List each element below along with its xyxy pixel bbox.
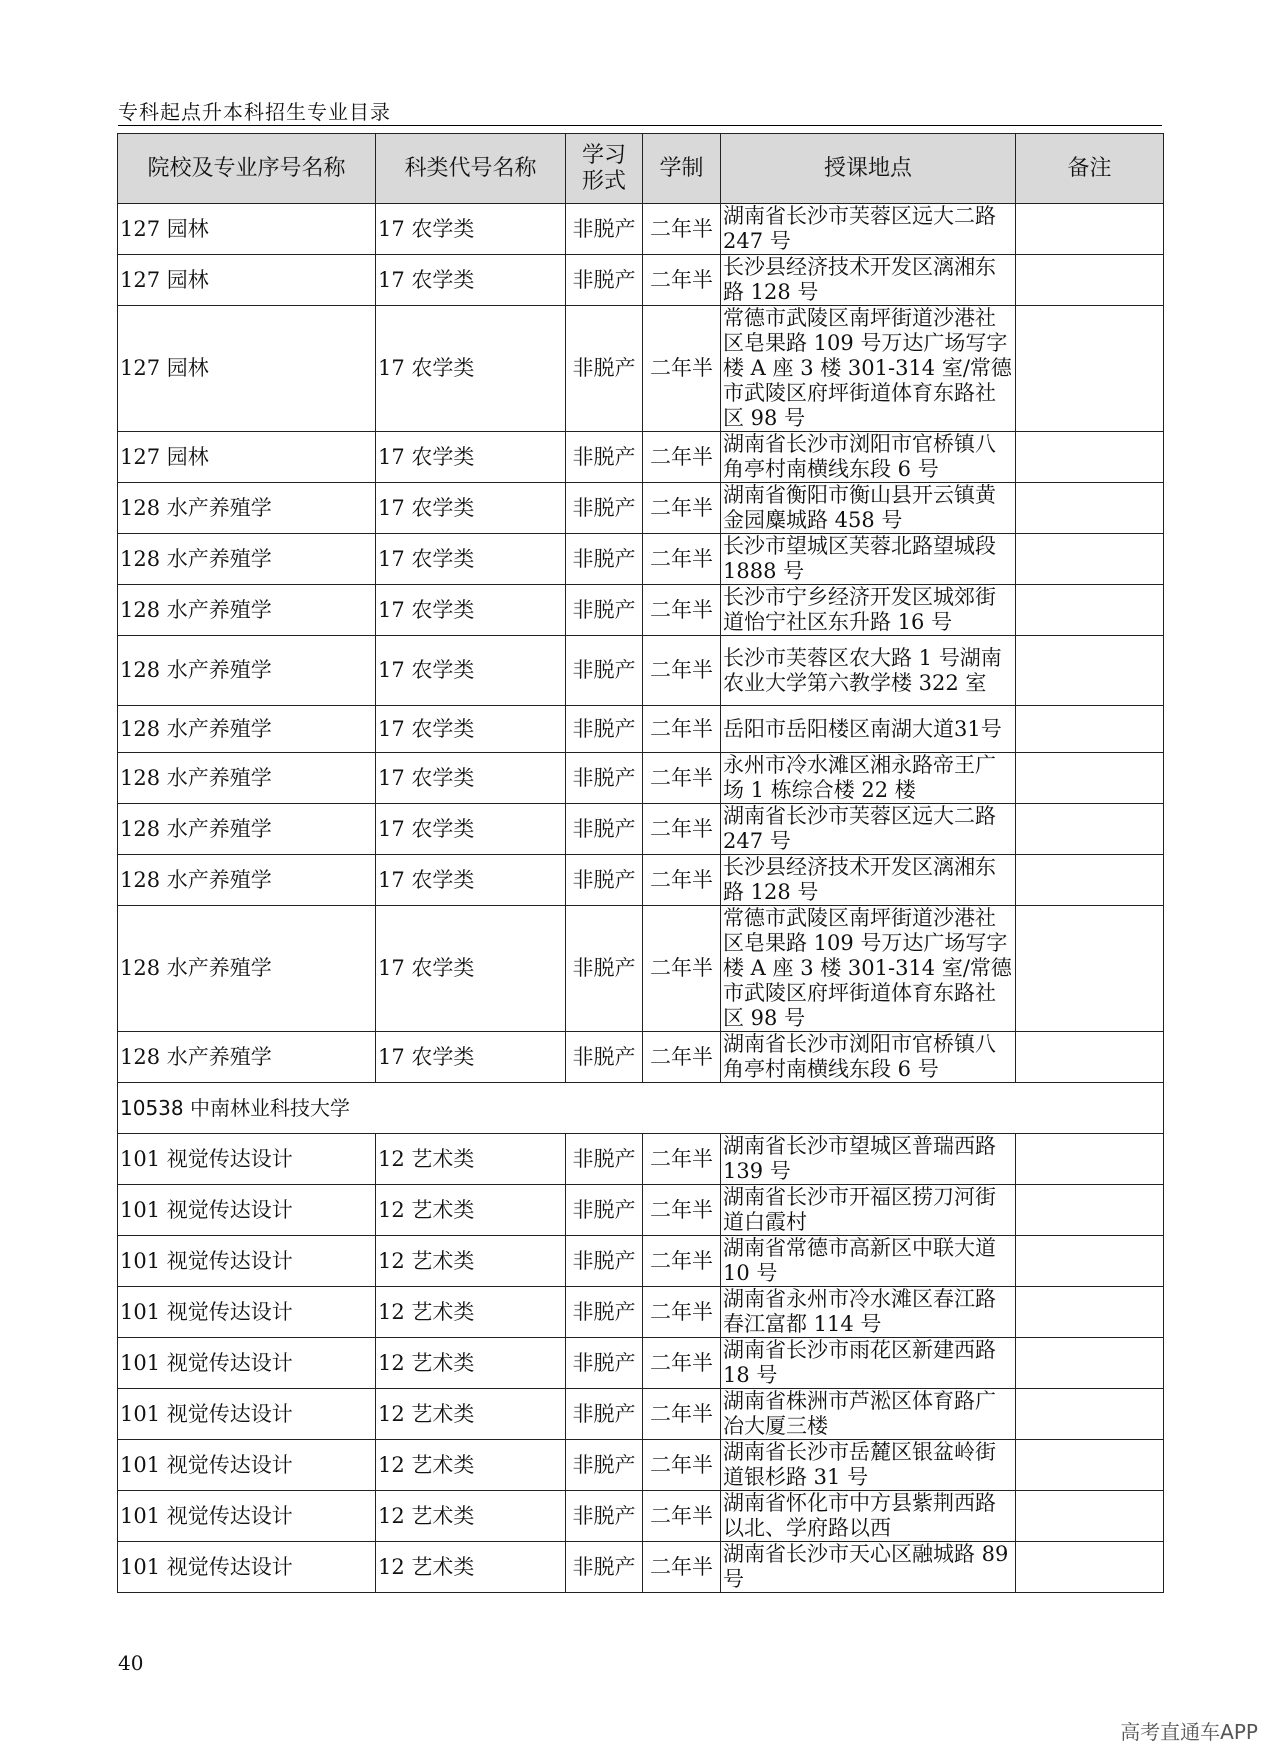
study-form-cell: 非脱产 — [566, 706, 643, 753]
location-cell: 湖南省长沙市开福区捞刀河街道白霞村 — [721, 1185, 1016, 1236]
remark-cell — [1016, 906, 1164, 1032]
major-cell: 127 园林 — [118, 204, 376, 255]
table-row — [118, 1491, 1164, 1542]
study-form-cell: 非脱产 — [566, 1440, 643, 1491]
study-form-cell: 非脱产 — [566, 432, 643, 483]
location-cell: 湖南省长沙市岳麓区银盆岭街道银杉路 31 号 — [721, 1440, 1016, 1491]
column-header-major: 院校及专业序号名称 — [118, 134, 376, 204]
category-cell: 17 农学类 — [376, 585, 566, 636]
remark-cell — [1016, 1440, 1164, 1491]
major-cell: 101 视觉传达设计 — [118, 1236, 376, 1287]
category-cell: 17 农学类 — [376, 204, 566, 255]
table-row — [118, 855, 1164, 906]
category-cell: 12 艺术类 — [376, 1542, 566, 1593]
remark-cell — [1016, 636, 1164, 706]
duration-cell: 二年半 — [643, 255, 721, 306]
duration-cell: 二年半 — [643, 906, 721, 1032]
major-cell: 127 园林 — [118, 432, 376, 483]
table-row — [118, 1338, 1164, 1389]
major-cell: 127 园林 — [118, 255, 376, 306]
column-header-location: 授课地点 — [721, 134, 1016, 204]
category-cell: 12 艺术类 — [376, 1236, 566, 1287]
header-divider — [118, 125, 1162, 126]
study-form-cell: 非脱产 — [566, 534, 643, 585]
major-cell: 101 视觉传达设计 — [118, 1287, 376, 1338]
remark-cell — [1016, 255, 1164, 306]
duration-cell: 二年半 — [643, 1491, 721, 1542]
duration-cell: 二年半 — [643, 306, 721, 432]
location-cell: 长沙县经济技术开发区漓湘东路 128 号 — [721, 855, 1016, 906]
duration-cell: 二年半 — [643, 483, 721, 534]
column-header-duration: 学制 — [643, 134, 721, 204]
duration-cell: 二年半 — [643, 204, 721, 255]
table-row — [118, 585, 1164, 636]
major-cell: 128 水产养殖学 — [118, 804, 376, 855]
table-row — [118, 636, 1164, 706]
remark-cell — [1016, 1236, 1164, 1287]
major-cell: 101 视觉传达设计 — [118, 1389, 376, 1440]
category-cell: 12 艺术类 — [376, 1491, 566, 1542]
remark-cell — [1016, 706, 1164, 753]
category-cell: 17 农学类 — [376, 804, 566, 855]
study-form-cell: 非脱产 — [566, 1542, 643, 1593]
location-cell: 常德市武陵区南坪街道沙港社区皂果路 109 号万达广场写字楼 A 座 3 楼 301-314 室/常德市武陵区府坪街道体育东路社区 98 号 — [721, 906, 1016, 1032]
category-cell: 17 农学类 — [376, 1032, 566, 1083]
location-cell: 长沙市望城区芙蓉北路望城段 1888 号 — [721, 534, 1016, 585]
major-cell: 128 水产养殖学 — [118, 534, 376, 585]
remark-cell — [1016, 855, 1164, 906]
major-cell: 101 视觉传达设计 — [118, 1491, 376, 1542]
table-body — [118, 204, 1164, 1593]
study-form-cell: 非脱产 — [566, 1389, 643, 1440]
study-form-cell: 非脱产 — [566, 906, 643, 1032]
category-cell: 17 农学类 — [376, 483, 566, 534]
duration-cell: 二年半 — [643, 1389, 721, 1440]
study-form-cell: 非脱产 — [566, 585, 643, 636]
remark-cell — [1016, 483, 1164, 534]
duration-cell: 二年半 — [643, 1542, 721, 1593]
major-cell: 101 视觉传达设计 — [118, 1185, 376, 1236]
category-cell: 12 艺术类 — [376, 1134, 566, 1185]
location-cell: 湖南省长沙市芙蓉区远大二路 247 号 — [721, 204, 1016, 255]
location-cell: 常德市武陵区南坪街道沙港社区皂果路 109 号万达广场写字楼 A 座 3 楼 301-314 室/常德市武陵区府坪街道体育东路社区 98 号 — [721, 306, 1016, 432]
major-cell: 128 水产养殖学 — [118, 855, 376, 906]
location-cell: 湖南省长沙市望城区普瑞西路 139 号 — [721, 1134, 1016, 1185]
remark-cell — [1016, 585, 1164, 636]
table-row — [118, 706, 1164, 753]
category-cell: 17 农学类 — [376, 906, 566, 1032]
remark-cell — [1016, 804, 1164, 855]
duration-cell: 二年半 — [643, 1287, 721, 1338]
duration-cell: 二年半 — [643, 1134, 721, 1185]
study-form-cell: 非脱产 — [566, 255, 643, 306]
location-cell: 湖南省衡阳市衡山县开云镇黄金园麋城路 458 号 — [721, 483, 1016, 534]
category-cell: 12 艺术类 — [376, 1389, 566, 1440]
remark-cell — [1016, 1389, 1164, 1440]
category-cell: 17 农学类 — [376, 753, 566, 804]
remark-cell — [1016, 1542, 1164, 1593]
duration-cell: 二年半 — [643, 432, 721, 483]
study-form-cell: 非脱产 — [566, 855, 643, 906]
major-catalog-table — [117, 133, 1164, 1593]
column-header-category: 科类代号名称 — [376, 134, 566, 204]
table-row — [118, 483, 1164, 534]
location-cell: 湖南省长沙市雨花区新建西路 18 号 — [721, 1338, 1016, 1389]
page-number: 40 — [118, 1651, 144, 1675]
watermark-text: 高考直通车APP — [1120, 1720, 1258, 1744]
duration-cell: 二年半 — [643, 1032, 721, 1083]
column-header-study-form: 学习形式 — [566, 134, 643, 204]
study-form-cell: 非脱产 — [566, 306, 643, 432]
table-row — [118, 1287, 1164, 1338]
major-cell: 128 水产养殖学 — [118, 906, 376, 1032]
major-cell: 101 视觉传达设计 — [118, 1134, 376, 1185]
major-cell: 128 水产养殖学 — [118, 636, 376, 706]
table-row — [118, 255, 1164, 306]
location-cell: 永州市冷水滩区湘永路帝王广场 1 栋综合楼 22 楼 — [721, 753, 1016, 804]
location-cell: 湖南省常德市高新区中联大道 10 号 — [721, 1236, 1016, 1287]
remark-cell — [1016, 753, 1164, 804]
remark-cell — [1016, 1185, 1164, 1236]
major-cell: 128 水产养殖学 — [118, 753, 376, 804]
remark-cell — [1016, 306, 1164, 432]
table-row — [118, 306, 1164, 432]
duration-cell: 二年半 — [643, 1236, 721, 1287]
table-row — [118, 1389, 1164, 1440]
table-row — [118, 432, 1164, 483]
location-cell: 湖南省永州市冷水滩区春江路春江富都 114 号 — [721, 1287, 1016, 1338]
major-cell: 127 园林 — [118, 306, 376, 432]
table-row — [118, 1236, 1164, 1287]
remark-cell — [1016, 1491, 1164, 1542]
school-section-row — [118, 1083, 1164, 1134]
remark-cell — [1016, 1032, 1164, 1083]
remark-cell — [1016, 432, 1164, 483]
duration-cell: 二年半 — [643, 636, 721, 706]
table-row — [118, 906, 1164, 1032]
study-form-cell: 非脱产 — [566, 204, 643, 255]
location-cell: 湖南省怀化市中方县紫荆西路以北、学府路以西 — [721, 1491, 1016, 1542]
category-cell: 12 艺术类 — [376, 1185, 566, 1236]
study-form-cell: 非脱产 — [566, 1338, 643, 1389]
category-cell: 17 农学类 — [376, 636, 566, 706]
location-cell: 长沙市芙蓉区农大路 1 号湖南农业大学第六教学楼 322 室 — [721, 636, 1016, 706]
duration-cell: 二年半 — [643, 855, 721, 906]
remark-cell — [1016, 1134, 1164, 1185]
table-header-row — [118, 134, 1164, 204]
major-cell: 128 水产养殖学 — [118, 585, 376, 636]
duration-cell: 二年半 — [643, 804, 721, 855]
table-row — [118, 204, 1164, 255]
duration-cell: 二年半 — [643, 706, 721, 753]
study-form-cell: 非脱产 — [566, 1134, 643, 1185]
table-row — [118, 753, 1164, 804]
location-cell: 湖南省长沙市天心区融城路 89 号 — [721, 1542, 1016, 1593]
major-cell: 101 视觉传达设计 — [118, 1440, 376, 1491]
table-row — [118, 1440, 1164, 1491]
category-cell: 17 农学类 — [376, 706, 566, 753]
location-cell: 湖南省长沙市浏阳市官桥镇八角亭村南横线东段 6 号 — [721, 1032, 1016, 1083]
table-row — [118, 534, 1164, 585]
study-form-cell: 非脱产 — [566, 1491, 643, 1542]
remark-cell — [1016, 1287, 1164, 1338]
study-form-cell: 非脱产 — [566, 483, 643, 534]
major-cell: 101 视觉传达设计 — [118, 1542, 376, 1593]
remark-cell — [1016, 204, 1164, 255]
category-cell: 12 艺术类 — [376, 1287, 566, 1338]
table-row — [118, 1134, 1164, 1185]
school-name: 10538 中南林业科技大学 — [118, 1083, 1164, 1134]
remark-cell — [1016, 534, 1164, 585]
study-form-cell: 非脱产 — [566, 804, 643, 855]
duration-cell: 二年半 — [643, 585, 721, 636]
study-form-cell: 非脱产 — [566, 1287, 643, 1338]
study-form-cell: 非脱产 — [566, 636, 643, 706]
remark-cell — [1016, 1338, 1164, 1389]
location-cell: 湖南省长沙市芙蓉区远大二路 247 号 — [721, 804, 1016, 855]
column-header-remark: 备注 — [1016, 134, 1164, 204]
location-cell: 湖南省长沙市浏阳市官桥镇八角亭村南横线东段 6 号 — [721, 432, 1016, 483]
duration-cell: 二年半 — [643, 1185, 721, 1236]
table-row — [118, 1032, 1164, 1083]
major-cell: 101 视觉传达设计 — [118, 1338, 376, 1389]
major-cell: 128 水产养殖学 — [118, 1032, 376, 1083]
major-cell: 128 水产养殖学 — [118, 483, 376, 534]
category-cell: 17 农学类 — [376, 534, 566, 585]
location-cell: 湖南省株洲市芦淞区体育路广冶大厦三楼 — [721, 1389, 1016, 1440]
major-cell: 128 水产养殖学 — [118, 706, 376, 753]
category-cell: 12 艺术类 — [376, 1338, 566, 1389]
study-form-cell: 非脱产 — [566, 1032, 643, 1083]
category-cell: 17 农学类 — [376, 255, 566, 306]
table-row — [118, 1542, 1164, 1593]
page-header-title: 专科起点升本科招生专业目录 — [118, 100, 391, 124]
location-cell: 岳阳市岳阳楼区南湖大道31号 — [721, 706, 1016, 753]
table-row — [118, 1185, 1164, 1236]
duration-cell: 二年半 — [643, 753, 721, 804]
duration-cell: 二年半 — [643, 1338, 721, 1389]
study-form-cell: 非脱产 — [566, 1185, 643, 1236]
location-cell: 长沙县经济技术开发区漓湘东路 128 号 — [721, 255, 1016, 306]
category-cell: 17 农学类 — [376, 306, 566, 432]
study-form-cell: 非脱产 — [566, 753, 643, 804]
category-cell: 12 艺术类 — [376, 1440, 566, 1491]
location-cell: 长沙市宁乡经济开发区城郊街道怡宁社区东升路 16 号 — [721, 585, 1016, 636]
study-form-cell: 非脱产 — [566, 1236, 643, 1287]
duration-cell: 二年半 — [643, 534, 721, 585]
category-cell: 17 农学类 — [376, 855, 566, 906]
table-row — [118, 804, 1164, 855]
duration-cell: 二年半 — [643, 1440, 721, 1491]
category-cell: 17 农学类 — [376, 432, 566, 483]
